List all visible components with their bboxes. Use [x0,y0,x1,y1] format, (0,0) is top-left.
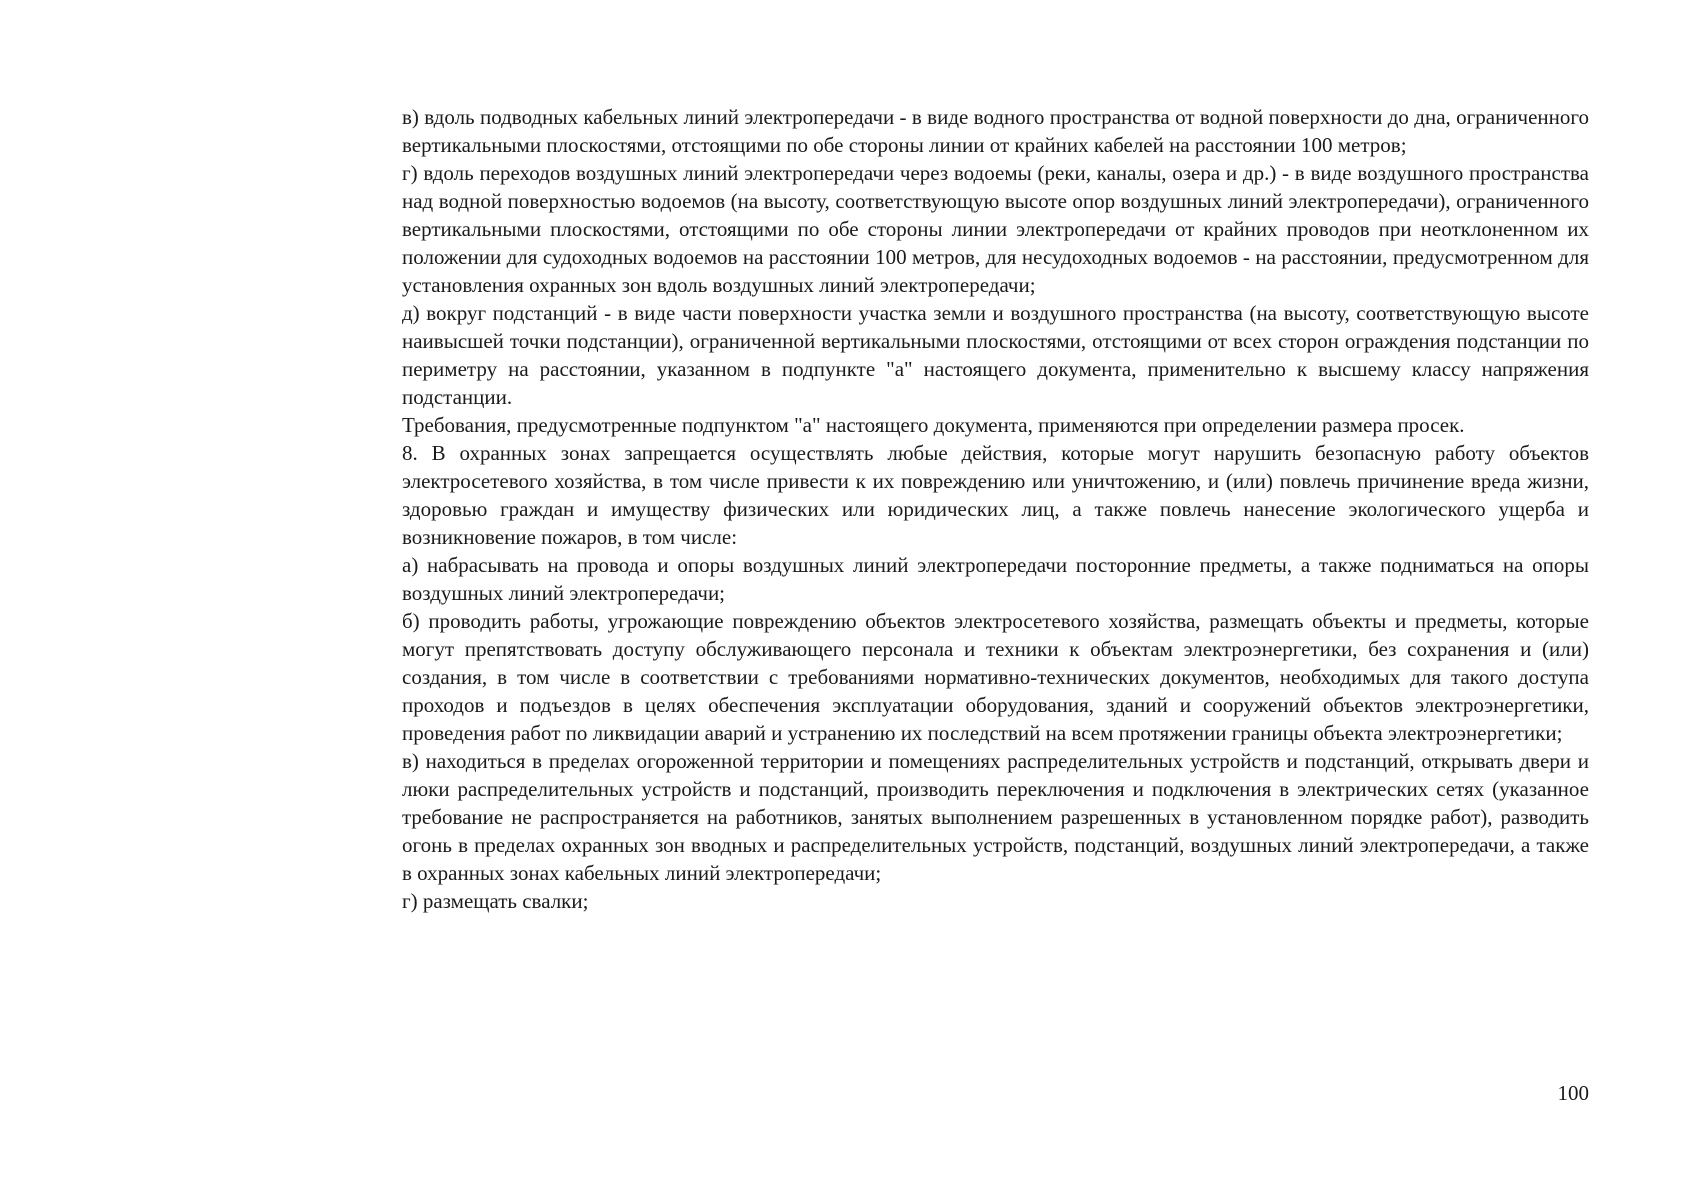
paragraph-b-damaging-works: б) проводить работы, угрожающие повреждению объектов электросетевого хозяйства, размещать объекты и предметы, которые могут препятствовать доступу обслуживающего персонала и техники к объектам электроэнергетики, без сохранения и (или) создания, в том числе в соответствии с требованиями нормативно-технических документов, необходимых для такого доступа проходов и подъездов в целях обеспечения эксплуатации оборудования, зданий и сооружений объектов электроэнергетики, проведения работ по ликвидации аварий и устранению их последствий на всем протяжении границы объекта электроэнергетики; [402,609,1589,745]
paragraph-8-prohibitions: 8. В охранных зонах запрещается осуществлять любые действия, которые могут нарушить безопасную работу объектов электросетевого хозяйства, в том числе привести к их повреждению или уничтожению, и (или) повлечь причинение вреда жизни, здоровью граждан и имуществу физических или юридических лиц, а также повлечь нанесение экологического ущерба и возникновение пожаров, в том числе: [402,441,1589,549]
paragraph-d-substations: д) вокруг подстанций - в виде части поверхности участка земли и воздушного пространства (на высоту, соответствующую высоте наивысшей точки подстанции), ограниченной вертикальными плоскостями, отстоящими от всех сторон ограждения подстанции по периметру на расстоянии, указанном в подпункте "а" настоящего документа, применительно к высшему классу напряжения подстанции. [402,301,1589,409]
paragraph-v-underwater-cables: в) вдоль подводных кабельных линий электропередачи - в виде водного пространства от водной поверхности до дна, ограниченного вертикальными плоскостями, отстоящими по обе стороны линии от крайних кабелей на расстоянии 100 метров; [402,105,1589,157]
paragraph-g-dumps: г) размещать свалки; [402,889,589,913]
document-body [402,103,1589,915]
page-number: 100 [1557,1081,1589,1105]
paragraph-a-foreign-objects: а) набрасывать на провода и опоры воздушных линий электропередачи посторонние предметы, а также подниматься на опоры воздушных линий электропередачи; [402,553,1589,605]
paragraph-g-water-crossings: г) вдоль переходов воздушных линий электропередачи через водоемы (реки, каналы, озера и др.) - в виде воздушного пространства над водной поверхностью водоемов (на высоту, соответствующую высоте опор воздушных линий электропередачи), ограниченного вертикальными плоскостями, отстоящими по обе стороны линии электропередачи от крайних проводов при неотклоненном их положении для судоходных водоемов на расстоянии 100 метров, для несудоходных водоемов - на расстоянии, предусмотренном для установления охранных зон вдоль воздушных линий электропередачи; [402,161,1589,297]
paragraph-clearing-requirements: Требования, предусмотренные подпунктом "а" настоящего документа, применяются при определении размера просек. [402,413,1465,437]
paragraph-v-restricted-areas: в) находиться в пределах огороженной территории и помещениях распределительных устройств и подстанций, открывать двери и люки распределительных устройств и подстанций, производить переключения и подключения в электрических сетях (указанное требование не распространяется на работников, занятых выполнением разрешенных в установленном порядке работ), разводить огонь в пределах охранных зон вводных и распределительных устройств, подстанций, воздушных линий электропередачи, а также в охранных зонах кабельных линий электропередачи; [402,749,1589,885]
